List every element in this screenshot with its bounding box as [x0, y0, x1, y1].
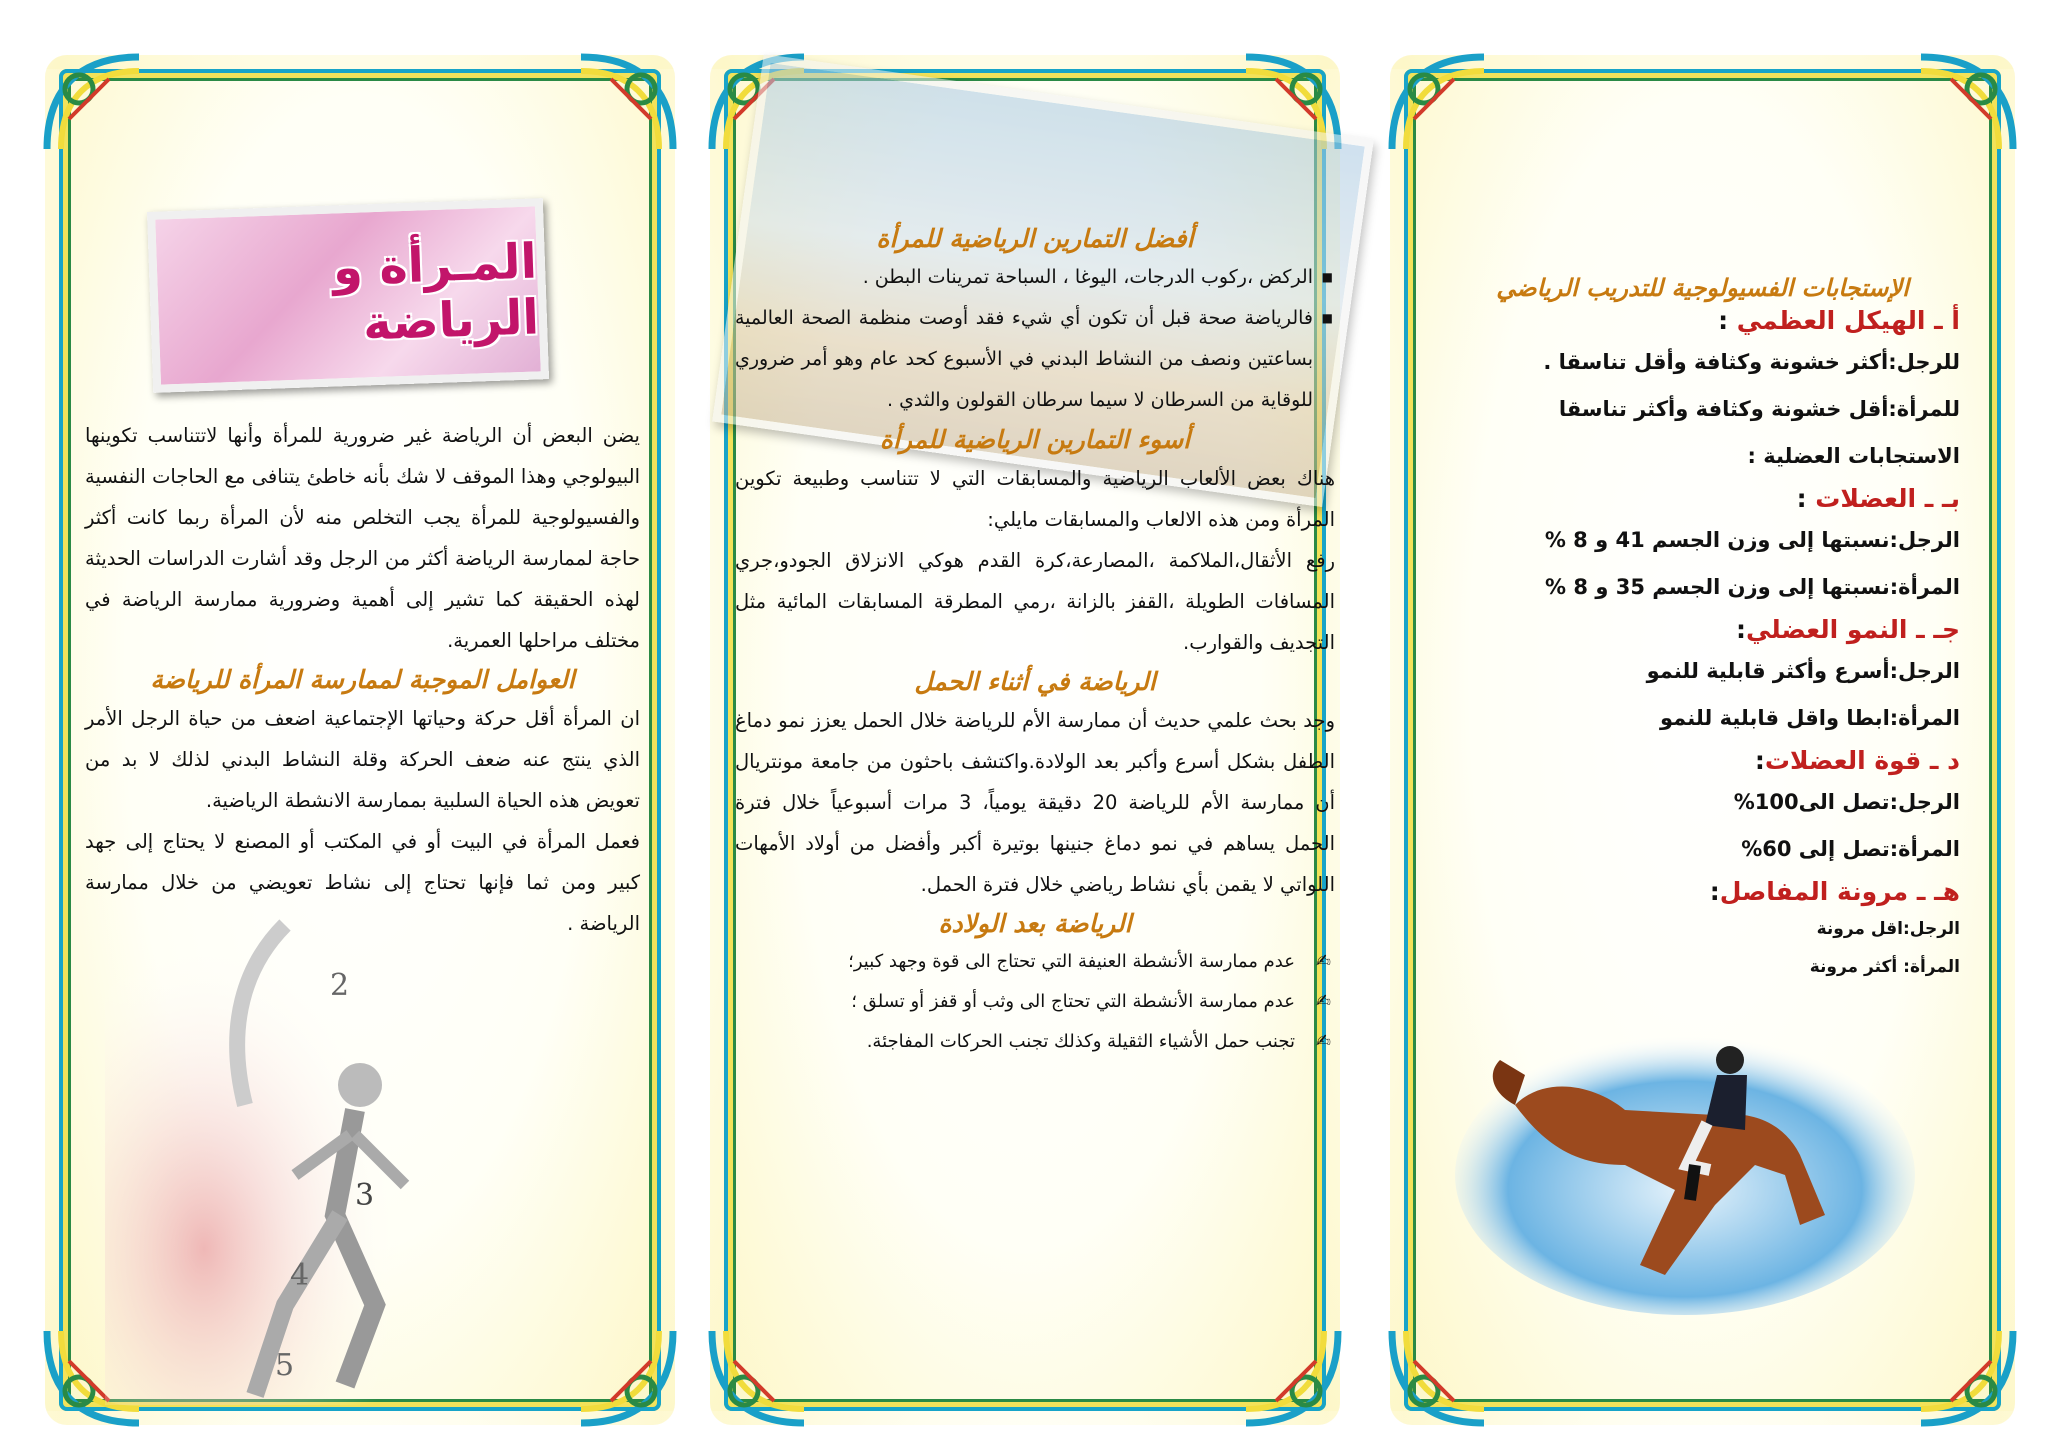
horse-rider-photo — [1455, 1015, 1915, 1315]
page-title: المـرأة و الرياضة — [331, 232, 540, 351]
svg-text:2: 2 — [330, 968, 350, 1003]
muscles-women: المرأة:نسبتها إلى وزن الجسم 35 و 8 % — [1545, 575, 1960, 599]
list-item: ✍ تجنب حمل الأشياء الثقيلة وكذلك تجنب الحركات المفاجئة. — [735, 1022, 1295, 1062]
muscles-men: الرجل:نسبتها إلى وزن الجسم 41 و 8 % — [1544, 528, 1960, 552]
growth-women: المرأة:ابطا واقل قابلية للنمو — [1660, 706, 1960, 730]
ornament-corner-icon — [1384, 1321, 1494, 1431]
pregnancy-heading: الرياضة في أثناء الحمل — [914, 667, 1156, 696]
svg-text:4: 4 — [290, 1258, 310, 1293]
panel-right — [1390, 55, 2015, 1425]
list-item: ✍ عدم ممارسة الأنشطة التي تحتاج الى وثب أو قفز أو تسلق ؛ — [735, 982, 1295, 1022]
subheading-label: جـ ـ النمو العضلي — [1745, 615, 1960, 644]
postpartum-list — [735, 942, 1335, 1062]
runner-illustration — [105, 885, 435, 1405]
svg-text:5: 5 — [275, 1348, 295, 1383]
ornament-corner-icon — [1384, 49, 1494, 159]
ornament-corner-icon — [39, 49, 149, 159]
growth-men: الرجل:أسرع وأكثر قابلية للنمو — [1646, 659, 1960, 683]
flexibility-men: الرجل:اقل مرونة — [1816, 919, 1960, 939]
strength-men: الرجل:تصل الى100% — [1733, 790, 1960, 814]
worst-exercises-list: رفع الأثقال،الملاكمة ،المصارعة،كرة القدم هوكي الانزلاق الجودو،جري المسافات الطويلة ،القفز بالزانة ،رمي المطرقة المسابقات المائية مثل التجديف والقوارب. — [735, 549, 1335, 654]
list-item: ■ الركض ،ركوب الدرجات، اليوغا ، السباحة تمرينات البطن . — [735, 257, 1313, 298]
section-heading: العوامل الموجبة لممارسة المرأة للرياضة — [150, 665, 575, 694]
subheading-growth — [1445, 615, 1960, 644]
panel-middle — [710, 55, 1340, 1425]
left-content — [85, 415, 640, 944]
subheading-suffix: : — [1796, 484, 1816, 513]
ornament-corner-icon — [571, 1321, 681, 1431]
subheading-label: أ ـ الهيكل العظمي — [1736, 306, 1960, 335]
subheading-label: بـ ـ العضلات — [1815, 484, 1960, 513]
list-item: ■ فالرياضة صحة قبل أن تكون أي شيء فقد أوصت منظمة الصحة العالمية بساعتين ونصف من النشاط البدني في الأسبوع كحد عام وهو أمر ضروري للوقاية من السرطان لا سيما سرطان القولون والثدي . — [735, 298, 1313, 421]
subheading-muscles — [1445, 484, 1960, 513]
pregnancy-paragraph: وجد بحث علمي حديث أن ممارسة الأم للرياضة خلال الحمل يعزز نمو دماغ الطفل بشكل أسرع وأكبر بعد الولادة.واكتشف باحثون من جامعة مونتريال أن ممارسة الأم للرياضة 20 دقيقة يومياً، 3 مرات أسبوعياً خلال فترة الحمل يساهم في نمو دماغ جنينها بوتيرة أكبر وأفضل من أولاد الأمهات اللواتي لا يقمن بأي نشاط رياضي خلال فترة الحمل. — [735, 709, 1335, 896]
subheading-suffix: : — [1718, 306, 1737, 335]
ornament-corner-icon — [1236, 1321, 1346, 1431]
skeleton-women: للمرأة:أقل خشونة وكثافة وأكثر تناسقا — [1558, 397, 1960, 421]
ornament-corner-icon — [1911, 49, 2021, 159]
subheading-label: هـ ـ مرونة المفاصل — [1719, 877, 1960, 906]
intro-paragraph: يضن البعض أن الرياضة غير ضرورية للمرأة وأنها لاتتناسب تكوينها البيولوجي وهذا الموقف لا شك بأنه خاطئ يتنافى مع الحاجات النفسية والفسيولوجية للمرأة يجب التخلص منه لأن المرأة ربما كانت أكثر حاجة لممارسة الرياضة أكثر من الرجل وقد أشارت الدراسات الحديثة لهذه الحقيقة كما تشير إلى أهمية وضرورية ممارسة الرياضة في مختلف مراحلها العمرية. — [85, 424, 640, 652]
subheading-flexibility — [1445, 877, 1960, 906]
best-exercises-heading: أفضل التمارين الرياضية للمرأة — [876, 224, 1194, 253]
svg-text:3: 3 — [355, 1178, 375, 1213]
ornament-corner-icon — [571, 49, 681, 159]
subheading-suffix: : — [1709, 877, 1720, 906]
ornament-corner-icon — [1911, 1321, 2021, 1431]
physiology-heading: الإستجابات الفسيولوجية للتدريب الرياضي — [1496, 274, 1909, 302]
worst-exercises-intro: هناك بعض الألعاب الرياضية والمسابقات التي لا تتناسب وطبيعة تكوين المرأة ومن هذه الالعاب والمسابقات مايلي: — [735, 467, 1335, 531]
worst-exercises-heading: أسوء التمارين الرياضية للمرأة — [879, 425, 1191, 454]
subheading-skeleton — [1445, 306, 1960, 335]
panel-left — [45, 55, 675, 1425]
subheading-strength — [1445, 746, 1960, 775]
factors-paragraph-2: فعمل المرأة في البيت أو في المكتب أو المصنع لا يحتاج إلى جهد كبير ومن ثما فإنها تحتاج إلى نشاط تعويضي من خلال ممارسة الرياضة . — [85, 830, 640, 935]
middle-content — [735, 220, 1335, 1062]
subheading-suffix: : — [1735, 615, 1746, 644]
postpartum-heading: الرياضة بعد الولادة — [938, 909, 1132, 938]
subheading-suffix: : — [1754, 746, 1765, 775]
best-exercises-list — [735, 257, 1335, 421]
list-item: ✍ عدم ممارسة الأنشطة العنيفة التي تحتاج الى قوة وجهد كبير؛ — [735, 942, 1295, 982]
flexibility-women: المرأة: أكثر مرونة — [1809, 957, 1960, 977]
factors-paragraph-1: ان المرأة أقل حركة وحياتها الإجتماعية اضعف من حياة الرجل الأمر الذي ينتج عنه ضعف الحركة وقلة النشاط البدني لذلك لا بد من تعويض هذه الحياة السلبية بممارسة الانشطة الرياضية. — [85, 707, 640, 812]
subheading-label: د ـ قوة العضلات — [1764, 746, 1960, 775]
strength-women: المرأة:تصل إلى 60% — [1741, 837, 1960, 861]
ornament-corner-icon — [704, 1321, 814, 1431]
title-banner — [147, 198, 549, 393]
muscular-responses: الاستجابات العضلية : — [1747, 444, 1960, 468]
right-content — [1445, 270, 1960, 986]
skeleton-men: للرجل:أكثر خشونة وكثافة وأقل تناسقا . — [1543, 350, 1960, 374]
